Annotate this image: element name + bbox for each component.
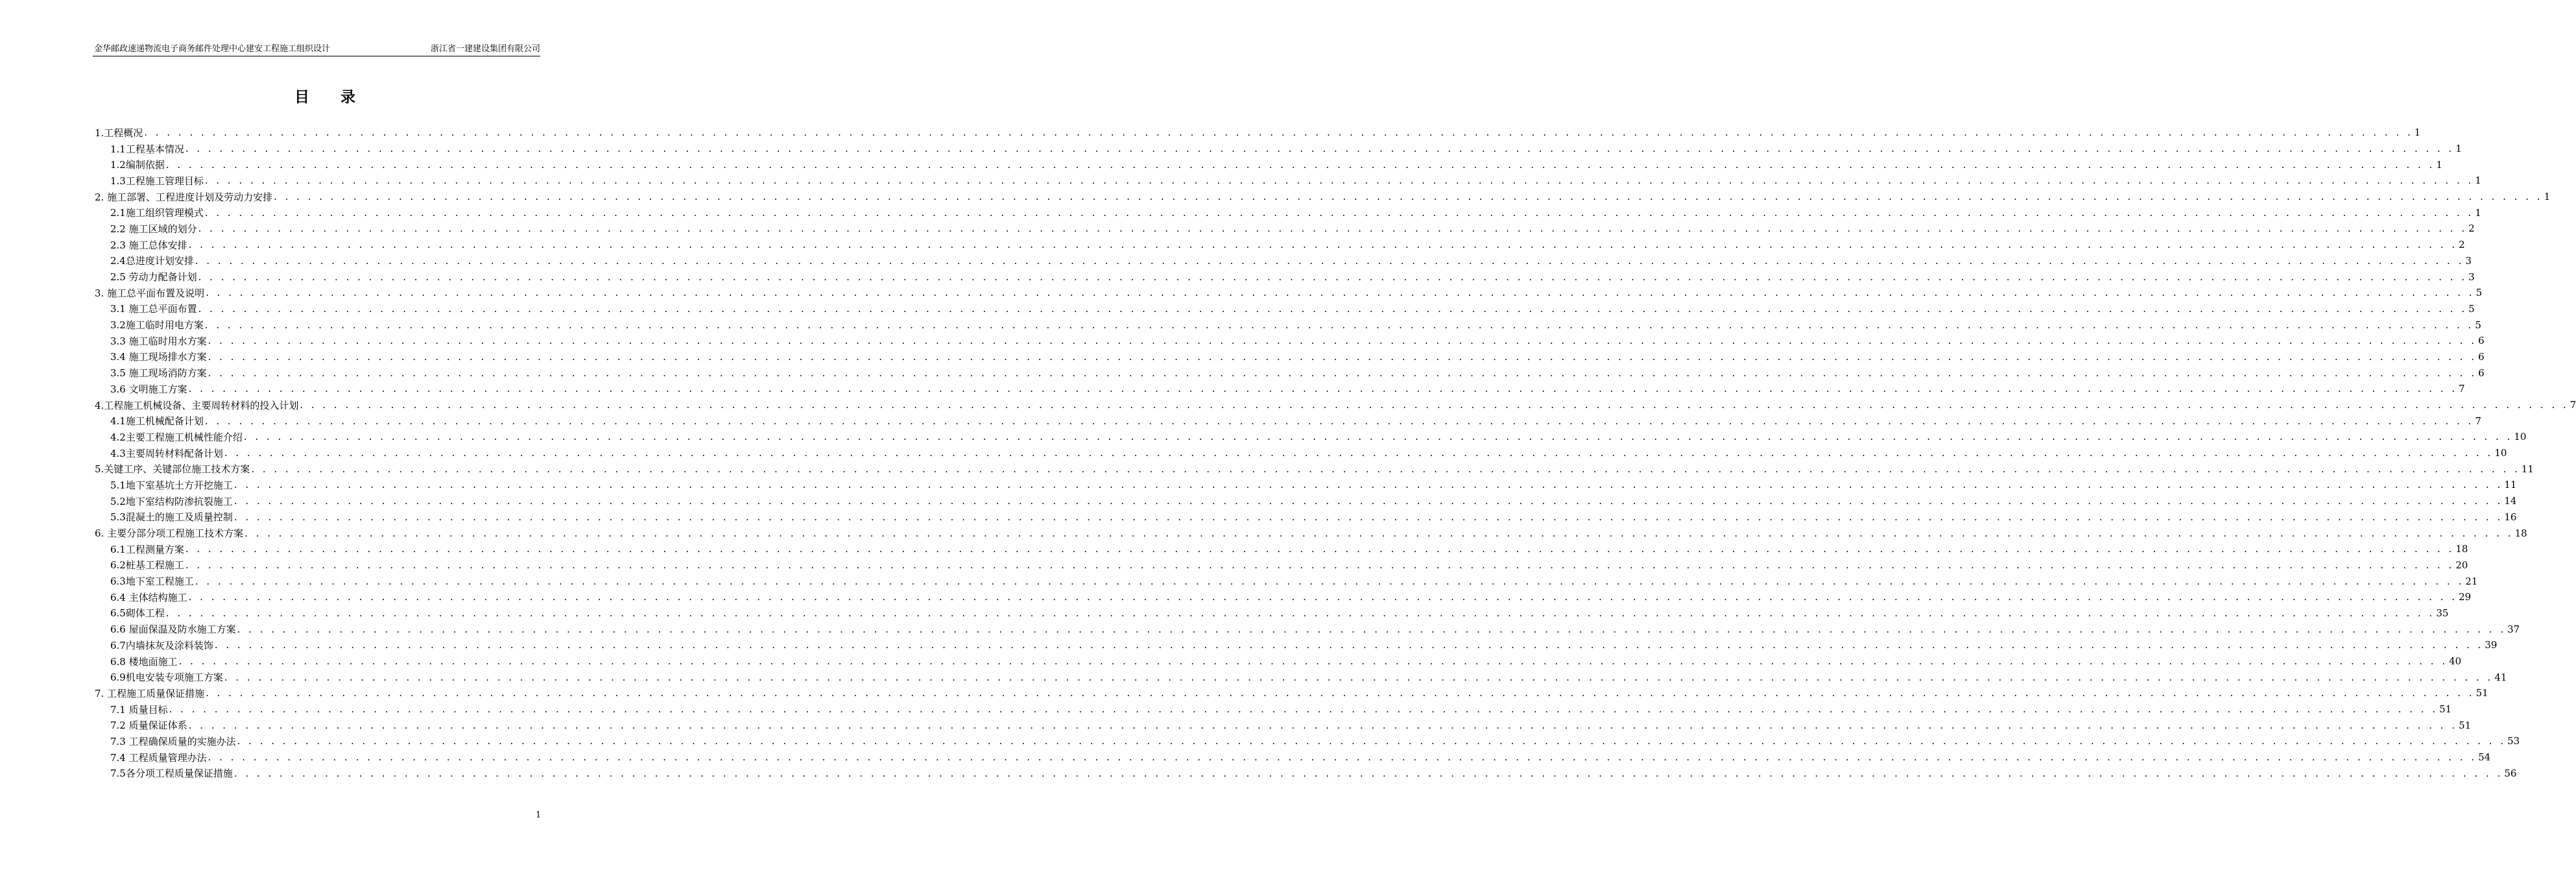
toc-leader-dots: . . . . . . . . . . . . . . . . . . . . . . . . . . . . . . . . . . . . . . . . . . . . . . . . . . . . . . . . . . . . . . . . . . . . . . . . . . . . . . . . . . . . . . . . . . . . . . . . . . . . . . . . . . . . . . . . . . . . . . . . . . . . . . . . . . . . . . . . . . . . . . . . . . . . . . . . . . . . . . . . . . . . . . . . . . . . . . . . . . . . . . . . . . . . . . . . . . . . . . . . [206,687,2475,699]
toc-entry-page: 1 [2414,127,2421,139]
toc-entry-page: 29 [2459,591,2472,603]
toc-entry-text: 5.1地下室基坑土方开挖施工 [110,479,233,491]
toc-entry-page: 10 [2514,431,2527,443]
toc-entry-text: 6.6 屋面保温及防水施工方案 [110,624,236,636]
toc-leader-dots: . . . . . . . . . . . . . . . . . . . . . . . . . . . . . . . . . . . . . . . . . . . . . . . . . . . . . . . . . . . . . . . . . . . . . . . . . . . . . . . . . . . . . . . . . . . . . . . . . . . . . . . . . . . . . . . . . . . . . . . . . . . . . . . . . . . . . . . . . . . . . . . . . . . . . . . . . . . . . . . . . . . . . . . . . . . . . . . . . . . . . . . . . . . . . . . . . . . . . . . . [274,191,2543,203]
toc-leader-dots: . . . . . . . . . . . . . . . . . . . . . . . . . . . . . . . . . . . . . . . . . . . . . . . . . . . . . . . . . . . . . . . . . . . . . . . . . . . . . . . . . . . . . . . . . . . . . . . . . . . . . . . . . . . . . . . . . . . . . . . . . . . . . . . . . . . . . . . . . . . . . . . . . . . . . . . . . . . . . . . . . . . . . . . . . . . . . . . . . . . . . . . . . . . . . . . . . . . . . . . . [198,271,2468,283]
toc-entry-text: 2.4总进度计划安排 [110,255,194,267]
toc-leader-dots: . . . . . . . . . . . . . . . . . . . . . . . . . . . . . . . . . . . . . . . . . . . . . . . . . . . . . . . . . . . . . . . . . . . . . . . . . . . . . . . . . . . . . . . . . . . . . . . . . . . . . . . . . . . . . . . . . . . . . . . . . . . . . . . . . . . . . . . . . . . . . . . . . . . . . . . . . . . . . . . . . . . . . . . . . . . . . . . . . . . . . . . . . . . . . . . . . . . . . . . . [204,206,2474,219]
toc-entry-page: 56 [2504,767,2517,779]
toc-entry-text: 1.2编制依据 [110,159,165,171]
toc-entry-page: 7 [2475,415,2481,427]
toc-entry[interactable] [95,509,2517,526]
toc-leader-dots: . . . . . . . . . . . . . . . . . . . . . . . . . . . . . . . . . . . . . . . . . . . . . . . . . . . . . . . . . . . . . . . . . . . . . . . . . . . . . . . . . . . . . . . . . . . . . . . . . . . . . . . . . . . . . . . . . . . . . . . . . . . . . . . . . . . . . . . . . . . . . . . . . . . . . . . . . . . . . . . . . . . . . . . . . . . . . . . . . . . . . . . . . . . . . . . . . . . . . . . . [204,415,2474,427]
toc-title: 目 录 [294,88,368,106]
toc-entry-text: 6.3地下室工程施工 [110,575,194,588]
toc-entry[interactable] [95,717,2472,733]
toc-entry[interactable] [95,349,2485,365]
toc-entry-text: 3.2施工临时用电方案 [110,319,204,332]
toc-leader-dots: . . . . . . . . . . . . . . . . . . . . . . . . . . . . . . . . . . . . . . . . . . . . . . . . . . . . . . . . . . . . . . . . . . . . . . . . . . . . . . . . . . . . . . . . . . . . . . . . . . . . . . . . . . . . . . . . . . . . . . . . . . . . . . . . . . . . . . . . . . . . . . . . . . . . . . . . . . . . . . . . . . . . . . . . . . . . . . . . . . . . . . . . . . . . . . . . . . . . . . . . [224,671,2494,683]
toc-entry-page: 51 [2459,719,2472,731]
toc-entry-text: 2.5 劳动力配备计划 [110,271,197,284]
toc-entry[interactable] [95,461,2534,477]
toc-leader-dots: . . . . . . . . . . . . . . . . . . . . . . . . . . . . . . . . . . . . . . . . . . . . . . . . . . . . . . . . . . . . . . . . . . . . . . . . . . . . . . . . . . . . . . . . . . . . . . . . . . . . . . . . . . . . . . . . . . . . . . . . . . . . . . . . . . . . . . . . . . . . . . . . . . . . . . . . . . . . . . . . . . . . . . . . . . . . . . . . . . . . . . . . . . . . . . . . . . . . . . . . [208,751,2477,764]
toc-leader-dots: . . . . . . . . . . . . . . . . . . . . . . . . . . . . . . . . . . . . . . . . . . . . . . . . . . . . . . . . . . . . . . . . . . . . . . . . . . . . . . . . . . . . . . . . . . . . . . . . . . . . . . . . . . . . . . . . . . . . . . . . . . . . . . . . . . . . . . . . . . . . . . . . . . . . . . . . . . . . . . . . . . . . . . . . . . . . . . . . . . . . . . . . . . . . . . . . . . . . . . . . [204,319,2474,331]
toc-entry[interactable] [95,204,2481,221]
toc-entry-text: 5.关键工序、关键部位施工技术方案 [95,463,250,476]
toc-entry[interactable] [95,237,2465,253]
toc-leader-dots: . . . . . . . . . . . . . . . . . . . . . . . . . . . . . . . . . . . . . . . . . . . . . . . . . . . . . . . . . . . . . . . . . . . . . . . . . . . . . . . . . . . . . . . . . . . . . . . . . . . . . . . . . . . . . . . . . . . . . . . . . . . . . . . . . . . . . . . . . . . . . . . . . . . . . . . . . . . . . . . . . . . . . . . . . . . . . . . . . . . . . . . . . . . . . . . . . . . . . . . . [185,143,2455,155]
toc-entry-page: 37 [2507,623,2520,635]
toc-entry-page: 10 [2494,447,2507,459]
toc-leader-dots: . . . . . . . . . . . . . . . . . . . . . . . . . . . . . . . . . . . . . . . . . . . . . . . . . . . . . . . . . . . . . . . . . . . . . . . . . . . . . . . . . . . . . . . . . . . . . . . . . . . . . . . . . . . . . . . . . . . . . . . . . . . . . . . . . . . . . . . . . . . . . . . . . . . . . . . . . . . . . . . . . . . . . . . . . . . . . . . . . . . . . . . . . . . . . . . . . . . . . . . . [214,639,2484,651]
toc-entry[interactable] [95,477,2517,493]
toc-entry-text: 3.1 施工总平面布置 [110,303,197,315]
toc-entry-text: 6. 主要分部分项工程施工技术方案 [95,527,244,540]
toc-entry-text: 6.1工程测量方案 [110,543,184,555]
toc-leader-dots: . . . . . . . . . . . . . . . . . . . . . . . . . . . . . . . . . . . . . . . . . . . . . . . . . . . . . . . . . . . . . . . . . . . . . . . . . . . . . . . . . . . . . . . . . . . . . . . . . . . . . . . . . . . . . . . . . . . . . . . . . . . . . . . . . . . . . . . . . . . . . . . . . . . . . . . . . . . . . . . . . . . . . . . . . . . . . . . . . . . . . . . . . . . . . . . . . . . . . . . . [185,543,2455,555]
toc-entry-page: 3 [2465,254,2472,267]
toc-entry-text: 7.2 质量保证体系 [110,720,187,732]
toc-leader-dots: . . . . . . . . . . . . . . . . . . . . . . . . . . . . . . . . . . . . . . . . . . . . . . . . . . . . . . . . . . . . . . . . . . . . . . . . . . . . . . . . . . . . . . . . . . . . . . . . . . . . . . . . . . . . . . . . . . . . . . . . . . . . . . . . . . . . . . . . . . . . . . . . . . . . . . . . . . . . . . . . . . . . . . . . . . . . . . . . . . . . . . . . . . . . . . . . . . . . . . . . [233,511,2503,523]
toc-entry-text: 3.3 施工临时用水方案 [110,335,207,347]
toc-entry-page: 11 [2521,463,2534,475]
toc-entry-text: 4.工程施工机械设备、主要周转材料的投入计划 [95,399,299,411]
toc-entry-page: 1 [2436,158,2442,171]
toc-leader-dots: . . . . . . . . . . . . . . . . . . . . . . . . . . . . . . . . . . . . . . . . . . . . . . . . . . . . . . . . . . . . . . . . . . . . . . . . . . . . . . . . . . . . . . . . . . . . . . . . . . . . . . . . . . . . . . . . . . . . . . . . . . . . . . . . . . . . . . . . . . . . . . . . . . . . . . . . . . . . . . . . . . . . . . . . . . . . . . . . . . . . . . . . . . . . . . . . . . . . . . . . [198,223,2468,235]
toc-leader-dots: . . . . . . . . . . . . . . . . . . . . . . . . . . . . . . . . . . . . . . . . . . . . . . . . . . . . . . . . . . . . . . . . . . . . . . . . . . . . . . . . . . . . . . . . . . . . . . . . . . . . . . . . . . . . . . . . . . . . . . . . . . . . . . . . . . . . . . . . . . . . . . . . . . . . . . . . . . . . . . . . . . . . . . . . . . . . . . . . . . . . . . . . . . . . . . . . . . . . . . . . [165,607,2435,619]
toc-entry[interactable] [95,381,2465,397]
toc-entry-text: 7.3 工程确保质量的实施办法 [110,735,236,747]
toc-entry[interactable] [95,445,2507,461]
toc-entry-text: 4.2主要工程施工机械性能介绍 [110,431,243,443]
toc-entry[interactable] [95,156,2442,173]
toc-entry[interactable] [95,766,2517,782]
toc-entry[interactable] [95,221,2475,237]
toc-entry[interactable] [95,189,2551,205]
toc-entry[interactable] [95,589,2472,605]
header-company-name: 浙江省一建建设集团有限公司 [430,44,540,54]
toc-entry-text: 7.1 质量目标 [110,703,168,716]
toc-entry-text: 1.1工程基本情况 [110,143,184,155]
toc-entry-page: 41 [2494,671,2507,683]
toc-entry[interactable] [95,493,2517,509]
toc-entry[interactable] [95,429,2527,445]
toc-entry[interactable] [95,269,2475,285]
toc-entry-text: 6.9机电安装专项施工方案 [110,672,223,684]
toc-entry[interactable] [95,397,2576,413]
toc-entry-text: 5.2地下室结构防渗抗裂施工 [110,495,233,507]
toc-entry-page: 5 [2475,319,2481,331]
toc-entry-page: 7 [2459,383,2465,395]
toc-entry-text: 1.3工程施工管理目标 [110,175,204,187]
toc-entry[interactable] [95,125,2421,141]
toc-entry-page: 14 [2504,495,2517,507]
toc-entry-text: 2.2 施工区域的划分 [110,223,197,235]
toc-entry-page: 51 [2475,687,2488,699]
toc-entry[interactable] [95,333,2485,349]
toc-entry-text: 3.4 施工现场排水方案 [110,351,207,363]
toc-leader-dots: . . . . . . . . . . . . . . . . . . . . . . . . . . . . . . . . . . . . . . . . . . . . . . . . . . . . . . . . . . . . . . . . . . . . . . . . . . . . . . . . . . . . . . . . . . . . . . . . . . . . . . . . . . . . . . . . . . . . . . . . . . . . . . . . . . . . . . . . . . . . . . . . . . . . . . . . . . . . . . . . . . . . . . . . . . . . . . . . . . . . . . . . . . . . . . . . . . . . . . . . [224,447,2494,459]
toc-entry-page: 5 [2468,302,2475,315]
toc-entry-text: 6.2桩基工程施工 [110,559,184,572]
toc-entry-page: 40 [2449,655,2462,668]
toc-leader-dots: . . . . . . . . . . . . . . . . . . . . . . . . . . . . . . . . . . . . . . . . . . . . . . . . . . . . . . . . . . . . . . . . . . . . . . . . . . . . . . . . . . . . . . . . . . . . . . . . . . . . . . . . . . . . . . . . . . . . . . . . . . . . . . . . . . . . . . . . . . . . . . . . . . . . . . . . . . . . . . . . . . . . . . . . . . . . . . . . . . . . . . . . . . . . . . . . . . . . . . . . [204,175,2474,187]
toc-leader-dots: . . . . . . . . . . . . . . . . . . . . . . . . . . . . . . . . . . . . . . . . . . . . . . . . . . . . . . . . . . . . . . . . . . . . . . . . . . . . . . . . . . . . . . . . . . . . . . . . . . . . . . . . . . . . . . . . . . . . . . . . . . . . . . . . . . . . . . . . . . . . . . . . . . . . . . . . . . . . . . . . . . . . . . . . . . . . . . . . . . . . . . . . . . . . . . . . . . . . . . . . [178,655,2448,668]
toc-leader-dots: . . . . . . . . . . . . . . . . . . . . . . . . . . . . . . . . . . . . . . . . . . . . . . . . . . . . . . . . . . . . . . . . . . . . . . . . . . . . . . . . . . . . . . . . . . . . . . . . . . . . . . . . . . . . . . . . . . . . . . . . . . . . . . . . . . . . . . . . . . . . . . . . . . . . . . . . . . . . . . . . . . . . . . . . . . . . . . . . . . . . . . . . . . . . . . . . . . . . . . . . [188,591,2458,603]
toc-entry-page: 7 [2570,399,2576,411]
toc-entry-text: 2. 施工部署、工程进度计划及劳动力安排 [95,191,273,203]
toc-leader-dots: . . . . . . . . . . . . . . . . . . . . . . . . . . . . . . . . . . . . . . . . . . . . . . . . . . . . . . . . . . . . . . . . . . . . . . . . . . . . . . . . . . . . . . . . . . . . . . . . . . . . . . . . . . . . . . . . . . . . . . . . . . . . . . . . . . . . . . . . . . . . . . . . . . . . . . . . . . . . . . . . . . . . . . . . . . . . . . . . . . . . . . . . . . . . . . . . . . . . . . . . [243,431,2513,443]
toc-entry[interactable] [95,685,2488,701]
toc-entry[interactable] [95,637,2498,653]
toc-leader-dots: . . . . . . . . . . . . . . . . . . . . . . . . . . . . . . . . . . . . . . . . . . . . . . . . . . . . . . . . . . . . . . . . . . . . . . . . . . . . . . . . . . . . . . . . . . . . . . . . . . . . . . . . . . . . . . . . . . . . . . . . . . . . . . . . . . . . . . . . . . . . . . . . . . . . . . . . . . . . . . . . . . . . . . . . . . . . . . . . . . . . . . . . . . . . . . . . . . . . . . . . [169,703,2439,716]
toc-leader-dots: . . . . . . . . . . . . . . . . . . . . . . . . . . . . . . . . . . . . . . . . . . . . . . . . . . . . . . . . . . . . . . . . . . . . . . . . . . . . . . . . . . . . . . . . . . . . . . . . . . . . . . . . . . . . . . . . . . . . . . . . . . . . . . . . . . . . . . . . . . . . . . . . . . . . . . . . . . . . . . . . . . . . . . . . . . . . . . . . . . . . . . . . . . . . . . . . . . . . . . . . [233,495,2503,507]
toc-entry-text: 6.5砌体工程 [110,607,165,620]
toc-entry-text: 3. 施工总平面布置及说明 [95,287,205,299]
header-project-title: 金华邮政速递物流电子商务邮件处理中心建安工程施工组织设计 [94,44,331,54]
toc-entry-text: 5.3混凝土的施工及质量控制 [110,511,233,524]
toc-entry[interactable] [95,317,2481,333]
toc-leader-dots: . . . . . . . . . . . . . . . . . . . . . . . . . . . . . . . . . . . . . . . . . . . . . . . . . . . . . . . . . . . . . . . . . . . . . . . . . . . . . . . . . . . . . . . . . . . . . . . . . . . . . . . . . . . . . . . . . . . . . . . . . . . . . . . . . . . . . . . . . . . . . . . . . . . . . . . . . . . . . . . . . . . . . . . . . . . . . . . . . . . . . . . . . . . . . . . . . . . . . . . . [144,127,2413,139]
toc-entry-text: 7. 工程施工质量保证措施 [95,687,205,699]
toc-entry-text: 6.4 主体结构施工 [110,591,187,603]
toc-entry-page: 51 [2439,703,2452,716]
toc-entry[interactable] [95,141,2462,157]
toc-entry[interactable] [95,285,2483,301]
toc-entry[interactable] [95,525,2527,541]
toc-entry-text: 2.3 施工总体安排 [110,239,187,251]
toc-entry-page: 54 [2478,751,2491,764]
toc-entry[interactable] [95,653,2462,670]
toc-entry-page: 2 [2459,239,2465,251]
table-of-contents [95,125,2576,781]
toc-leader-dots: . . . . . . . . . . . . . . . . . . . . . . . . . . . . . . . . . . . . . . . . . . . . . . . . . . . . . . . . . . . . . . . . . . . . . . . . . . . . . . . . . . . . . . . . . . . . . . . . . . . . . . . . . . . . . . . . . . . . . . . . . . . . . . . . . . . . . . . . . . . . . . . . . . . . . . . . . . . . . . . . . . . . . . . . . . . . . . . . . . . . . . . . . . . . . . . . . . . . . . . . [251,463,2520,475]
toc-entry-page: 1 [2544,191,2551,203]
page-header [93,43,540,56]
toc-entry-text: 4.1施工机械配备计划 [110,415,204,428]
toc-entry-page: 1 [2475,175,2481,187]
toc-entry[interactable] [95,365,2485,381]
toc-entry-text: 2.1施工组织管理模式 [110,207,204,219]
toc-leader-dots: . . . . . . . . . . . . . . . . . . . . . . . . . . . . . . . . . . . . . . . . . . . . . . . . . . . . . . . . . . . . . . . . . . . . . . . . . . . . . . . . . . . . . . . . . . . . . . . . . . . . . . . . . . . . . . . . . . . . . . . . . . . . . . . . . . . . . . . . . . . . . . . . . . . . . . . . . . . . . . . . . . . . . . . . . . . . . . . . . . . . . . . . . . . . . . . . . . . . . . . . [198,302,2468,315]
toc-entry-page: 21 [2465,575,2478,587]
toc-leader-dots: . . . . . . . . . . . . . . . . . . . . . . . . . . . . . . . . . . . . . . . . . . . . . . . . . . . . . . . . . . . . . . . . . . . . . . . . . . . . . . . . . . . . . . . . . . . . . . . . . . . . . . . . . . . . . . . . . . . . . . . . . . . . . . . . . . . . . . . . . . . . . . . . . . . . . . . . . . . . . . . . . . . . . . . . . . . . . . . . . . . . . . . . . . . . . . . . . . . . . . . . [195,254,2464,267]
toc-entry[interactable] [95,621,2520,637]
toc-entry-text: 3.5 施工现场消防方案 [110,367,207,380]
toc-leader-dots: . . . . . . . . . . . . . . . . . . . . . . . . . . . . . . . . . . . . . . . . . . . . . . . . . . . . . . . . . . . . . . . . . . . . . . . . . . . . . . . . . . . . . . . . . . . . . . . . . . . . . . . . . . . . . . . . . . . . . . . . . . . . . . . . . . . . . . . . . . . . . . . . . . . . . . . . . . . . . . . . . . . . . . . . . . . . . . . . . . . . . . . . . . . . . . . . . . . . . . . . [188,719,2458,731]
toc-entry-text: 6.8 楼地面施工 [110,655,178,668]
toc-entry-page: 39 [2485,639,2498,651]
toc-entry-page: 6 [2478,350,2485,363]
toc-entry-page: 2 [2468,223,2475,235]
toc-entry-text: 1.工程概况 [95,127,143,139]
toc-entry-text: 6.7内墙抹灰及涂料装饰 [110,639,213,651]
toc-leader-dots: . . . . . . . . . . . . . . . . . . . . . . . . . . . . . . . . . . . . . . . . . . . . . . . . . . . . . . . . . . . . . . . . . . . . . . . . . . . . . . . . . . . . . . . . . . . . . . . . . . . . . . . . . . . . . . . . . . . . . . . . . . . . . . . . . . . . . . . . . . . . . . . . . . . . . . . . . . . . . . . . . . . . . . . . . . . . . . . . . . . . . . . . . . . . . . . . . . . . . . . . [237,735,2507,747]
toc-entry-text: 7.5各分项工程质量保证措施 [110,768,233,780]
toc-entry-text: 7.4 工程质量管理办法 [110,751,207,764]
page-number: 1 [536,810,542,820]
toc-entry[interactable] [95,253,2472,269]
toc-leader-dots: . . . . . . . . . . . . . . . . . . . . . . . . . . . . . . . . . . . . . . . . . . . . . . . . . . . . . . . . . . . . . . . . . . . . . . . . . . . . . . . . . . . . . . . . . . . . . . . . . . . . . . . . . . . . . . . . . . . . . . . . . . . . . . . . . . . . . . . . . . . . . . . . . . . . . . . . . . . . . . . . . . . . . . . . . . . . . . . . . . . . . . . . . . . . . . . . . . . . . . . . [195,575,2464,587]
toc-leader-dots: . . . . . . . . . . . . . . . . . . . . . . . . . . . . . . . . . . . . . . . . . . . . . . . . . . . . . . . . . . . . . . . . . . . . . . . . . . . . . . . . . . . . . . . . . . . . . . . . . . . . . . . . . . . . . . . . . . . . . . . . . . . . . . . . . . . . . . . . . . . . . . . . . . . . . . . . . . . . . . . . . . . . . . . . . . . . . . . . . . . . . . . . . . . . . . . . . . . . . . . . [237,623,2507,635]
toc-entry-page: 11 [2504,479,2517,491]
toc-entry-page: 16 [2504,511,2517,523]
toc-entry[interactable] [95,413,2481,429]
toc-entry[interactable] [95,701,2452,718]
toc-leader-dots: . . . . . . . . . . . . . . . . . . . . . . . . . . . . . . . . . . . . . . . . . . . . . . . . . . . . . . . . . . . . . . . . . . . . . . . . . . . . . . . . . . . . . . . . . . . . . . . . . . . . . . . . . . . . . . . . . . . . . . . . . . . . . . . . . . . . . . . . . . . . . . . . . . . . . . . . . . . . . . . . . . . . . . . . . . . . . . . . . . . . . . . . . . . . . . . . . . . . . . . . [206,287,2475,299]
toc-entry[interactable] [95,733,2520,749]
toc-entry[interactable] [95,669,2507,685]
toc-entry-page: 53 [2507,735,2520,747]
toc-leader-dots: . . . . . . . . . . . . . . . . . . . . . . . . . . . . . . . . . . . . . . . . . . . . . . . . . . . . . . . . . . . . . . . . . . . . . . . . . . . . . . . . . . . . . . . . . . . . . . . . . . . . . . . . . . . . . . . . . . . . . . . . . . . . . . . . . . . . . . . . . . . . . . . . . . . . . . . . . . . . . . . . . . . . . . . . . . . . . . . . . . . . . . . . . . . . . . . . . . . . . . . . [188,383,2458,395]
toc-leader-dots: . . . . . . . . . . . . . . . . . . . . . . . . . . . . . . . . . . . . . . . . . . . . . . . . . . . . . . . . . . . . . . . . . . . . . . . . . . . . . . . . . . . . . . . . . . . . . . . . . . . . . . . . . . . . . . . . . . . . . . . . . . . . . . . . . . . . . . . . . . . . . . . . . . . . . . . . . . . . . . . . . . . . . . . . . . . . . . . . . . . . . . . . . . . . . . . . . . . . . . . . [208,367,2477,379]
toc-entry-page: 3 [2468,271,2475,283]
toc-entry-page: 18 [2455,543,2468,555]
toc-entry[interactable] [95,301,2475,317]
toc-entry-text: 3.6 文明施工方案 [110,383,187,395]
toc-entry-page: 5 [2475,287,2483,299]
toc-entry-page: 1 [2455,143,2462,155]
toc-leader-dots: . . . . . . . . . . . . . . . . . . . . . . . . . . . . . . . . . . . . . . . . . . . . . . . . . . . . . . . . . . . . . . . . . . . . . . . . . . . . . . . . . . . . . . . . . . . . . . . . . . . . . . . . . . . . . . . . . . . . . . . . . . . . . . . . . . . . . . . . . . . . . . . . . . . . . . . . . . . . . . . . . . . . . . . . . . . . . . . . . . . . . . . . . . . . . . . . . . . . . . . . [208,350,2477,363]
toc-leader-dots: . . . . . . . . . . . . . . . . . . . . . . . . . . . . . . . . . . . . . . . . . . . . . . . . . . . . . . . . . . . . . . . . . . . . . . . . . . . . . . . . . . . . . . . . . . . . . . . . . . . . . . . . . . . . . . . . . . . . . . . . . . . . . . . . . . . . . . . . . . . . . . . . . . . . . . . . . . . . . . . . . . . . . . . . . . . . . . . . . . . . . . . . . . . . . . . . . . . . . . . . [165,158,2435,171]
toc-leader-dots: . . . . . . . . . . . . . . . . . . . . . . . . . . . . . . . . . . . . . . . . . . . . . . . . . . . . . . . . . . . . . . . . . . . . . . . . . . . . . . . . . . . . . . . . . . . . . . . . . . . . . . . . . . . . . . . . . . . . . . . . . . . . . . . . . . . . . . . . . . . . . . . . . . . . . . . . . . . . . . . . . . . . . . . . . . . . . . . . . . . . . . . . . . . . . . . . . . . . . . . . [188,239,2458,251]
toc-leader-dots: . . . . . . . . . . . . . . . . . . . . . . . . . . . . . . . . . . . . . . . . . . . . . . . . . . . . . . . . . . . . . . . . . . . . . . . . . . . . . . . . . . . . . . . . . . . . . . . . . . . . . . . . . . . . . . . . . . . . . . . . . . . . . . . . . . . . . . . . . . . . . . . . . . . . . . . . . . . . . . . . . . . . . . . . . . . . . . . . . . . . . . . . . . . . . . . . . . . . . . . . [208,335,2477,347]
toc-leader-dots: . . . . . . . . . . . . . . . . . . . . . . . . . . . . . . . . . . . . . . . . . . . . . . . . . . . . . . . . . . . . . . . . . . . . . . . . . . . . . . . . . . . . . . . . . . . . . . . . . . . . . . . . . . . . . . . . . . . . . . . . . . . . . . . . . . . . . . . . . . . . . . . . . . . . . . . . . . . . . . . . . . . . . . . . . . . . . . . . . . . . . . . . . . . . . . . . . . . . . . . . [244,527,2514,539]
toc-leader-dots: . . . . . . . . . . . . . . . . . . . . . . . . . . . . . . . . . . . . . . . . . . . . . . . . . . . . . . . . . . . . . . . . . . . . . . . . . . . . . . . . . . . . . . . . . . . . . . . . . . . . . . . . . . . . . . . . . . . . . . . . . . . . . . . . . . . . . . . . . . . . . . . . . . . . . . . . . . . . . . . . . . . . . . . . . . . . . . . . . . . . . . . . . . . . . . . . . . . . . . . . [300,399,2569,411]
toc-entry[interactable] [95,573,2478,589]
toc-leader-dots: . . . . . . . . . . . . . . . . . . . . . . . . . . . . . . . . . . . . . . . . . . . . . . . . . . . . . . . . . . . . . . . . . . . . . . . . . . . . . . . . . . . . . . . . . . . . . . . . . . . . . . . . . . . . . . . . . . . . . . . . . . . . . . . . . . . . . . . . . . . . . . . . . . . . . . . . . . . . . . . . . . . . . . . . . . . . . . . . . . . . . . . . . . . . . . . . . . . . . . . . [233,479,2503,491]
toc-entry[interactable] [95,749,2491,766]
toc-entry-page: 1 [2475,206,2481,219]
toc-leader-dots: . . . . . . . . . . . . . . . . . . . . . . . . . . . . . . . . . . . . . . . . . . . . . . . . . . . . . . . . . . . . . . . . . . . . . . . . . . . . . . . . . . . . . . . . . . . . . . . . . . . . . . . . . . . . . . . . . . . . . . . . . . . . . . . . . . . . . . . . . . . . . . . . . . . . . . . . . . . . . . . . . . . . . . . . . . . . . . . . . . . . . . . . . . . . . . . . . . . . . . . . [233,767,2503,779]
toc-leader-dots: . . . . . . . . . . . . . . . . . . . . . . . . . . . . . . . . . . . . . . . . . . . . . . . . . . . . . . . . . . . . . . . . . . . . . . . . . . . . . . . . . . . . . . . . . . . . . . . . . . . . . . . . . . . . . . . . . . . . . . . . . . . . . . . . . . . . . . . . . . . . . . . . . . . . . . . . . . . . . . . . . . . . . . . . . . . . . . . . . . . . . . . . . . . . . . . . . . . . . . . . [185,559,2455,571]
toc-entry-page: 6 [2478,335,2485,347]
toc-entry[interactable] [95,541,2468,557]
toc-entry-page: 18 [2514,527,2527,539]
toc-entry[interactable] [95,605,2449,622]
toc-entry-page: 35 [2436,607,2449,619]
toc-entry[interactable] [95,173,2481,189]
toc-entry-text: 4.3主要周转材料配备计划 [110,447,223,459]
toc-entry[interactable] [95,557,2468,574]
toc-entry-page: 20 [2455,559,2468,571]
toc-entry-page: 6 [2478,367,2485,379]
